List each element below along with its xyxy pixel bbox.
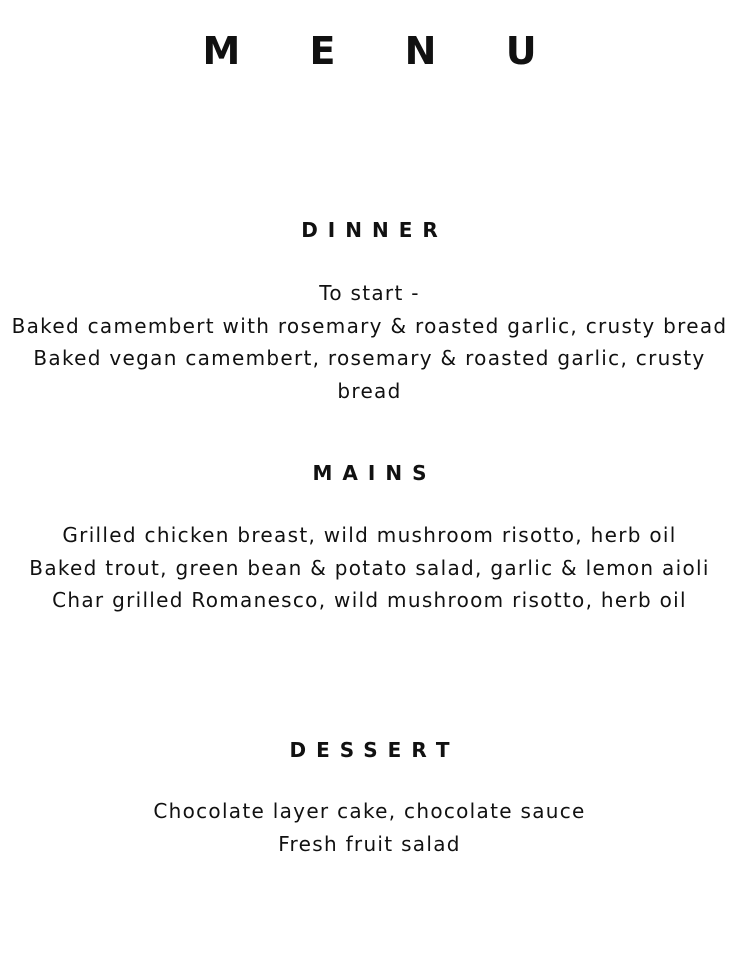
section-heading-dessert: DESSERT — [289, 738, 460, 762]
dessert-items — [8, 795, 731, 860]
menu-item: Baked camembert with rosemary & roasted garlic, crusty bread — [11, 313, 728, 338]
section-heading-mains: MAINS — [312, 461, 437, 485]
dinner-items — [8, 277, 731, 407]
menu-item: To start - — [319, 281, 420, 305]
menu-item: Grilled chicken breast, wild mushroom risotto, herb oil — [62, 523, 677, 547]
menu-item: Chocolate layer cake, chocolate sauce — [153, 799, 586, 823]
mains-items — [8, 519, 731, 617]
menu-item: Char grilled Romanesco, wild mushroom risotto, herb oil — [52, 588, 687, 612]
menu-item: Baked trout, green bean & potato salad, garlic & lemon aioli — [29, 555, 710, 580]
menu-item: Baked vegan camembert, rosemary & roasted garlic, crusty bread — [33, 346, 706, 403]
section-heading-dinner: DINNER — [301, 218, 448, 242]
menu-title: M E N U — [202, 29, 565, 73]
menu-item: Fresh fruit salad — [278, 831, 461, 856]
